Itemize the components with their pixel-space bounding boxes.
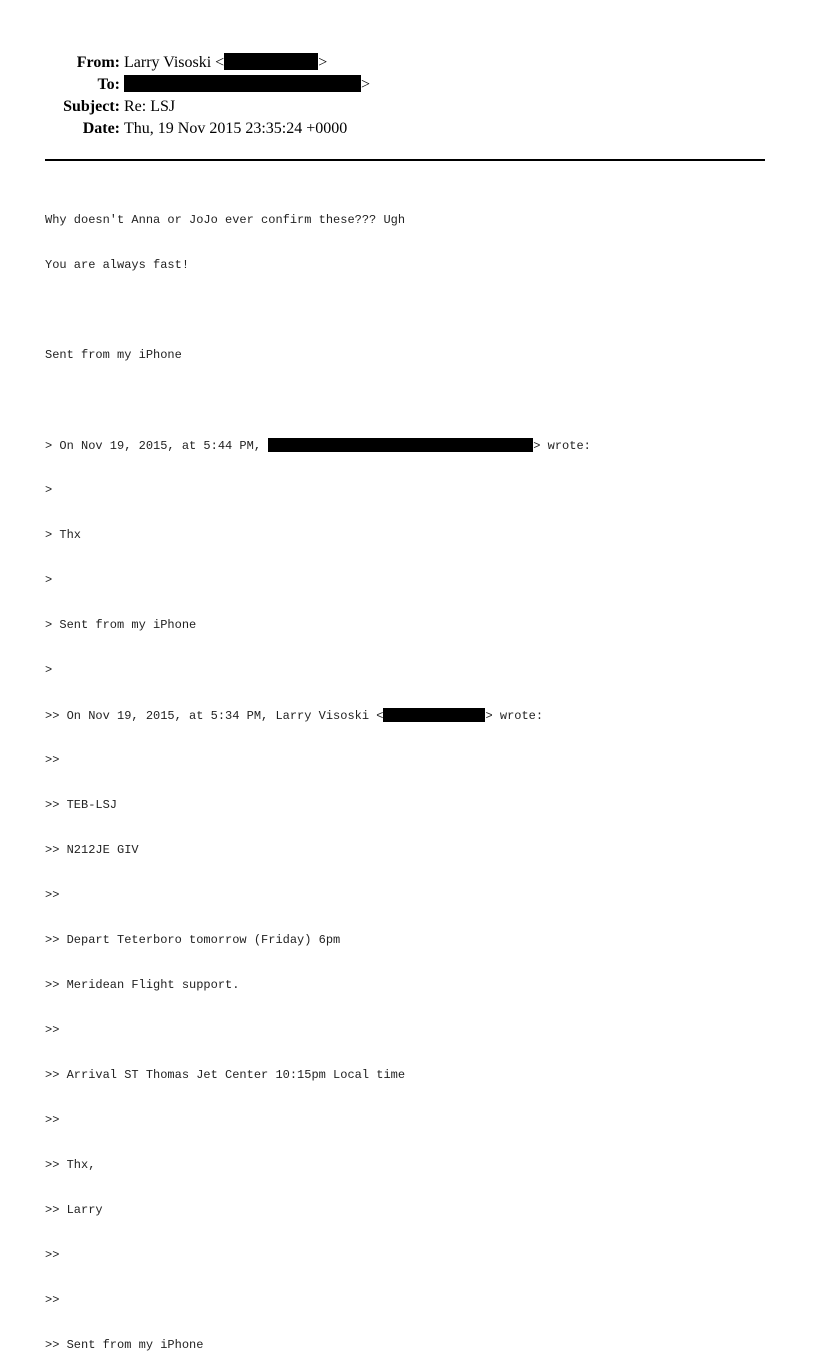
nested-quoted-attribution xyxy=(45,708,591,723)
body-line xyxy=(45,393,591,408)
body-line: Sent from my iPhone xyxy=(45,348,182,362)
from-name: Larry Visoski < xyxy=(124,54,225,71)
nested-quoted-line: >> TEB-LSJ xyxy=(45,798,118,812)
quoted-line: > xyxy=(45,663,53,677)
nested-quoted-line: >> xyxy=(45,1293,60,1307)
nested-quoted-line: >> xyxy=(45,1113,60,1127)
nested-quoted-line: >> xyxy=(45,1023,60,1037)
nested-quoted-line: >> Meridean Flight support. xyxy=(45,978,240,992)
redacted-from-email xyxy=(224,53,318,70)
redacted-larry-email xyxy=(383,708,485,722)
nested-quoted-line: >> xyxy=(45,1248,60,1262)
date-value: Thu, 19 Nov 2015 23:35:24 +0000 xyxy=(124,120,348,137)
nested-quoted-line: >> N212JE GIV xyxy=(45,843,139,857)
from-close: > xyxy=(318,54,328,71)
nested-quoted-line: >> Arrival ST Thomas Jet Center 10:15pm Local time xyxy=(45,1068,406,1082)
date-label: Date: xyxy=(82,120,120,137)
nested-attribution-suffix: > wrote: xyxy=(485,709,544,723)
to-close: > xyxy=(361,76,371,93)
nested-quoted-line: >> xyxy=(45,753,60,767)
body-line: Why doesn't Anna or JoJo ever confirm these??? Ugh xyxy=(45,213,406,227)
attribution-suffix: > wrote: xyxy=(533,439,591,453)
to-value xyxy=(124,74,370,96)
subject-label: Subject: xyxy=(63,98,120,115)
subject-value: Re: LSJ xyxy=(124,98,176,115)
quoted-line-attribution xyxy=(45,438,591,453)
quoted-line: > xyxy=(45,483,53,497)
quoted-line: > xyxy=(45,573,53,587)
quoted-line: > Sent from my iPhone xyxy=(45,618,197,632)
nested-quoted-line: >> xyxy=(45,888,60,902)
attribution-prefix: > On Nov 19, 2015, at 5:44 PM, xyxy=(45,439,269,453)
nested-quoted-line: >> Sent from my iPhone xyxy=(45,1338,204,1352)
nested-quoted-line: >> Thx, xyxy=(45,1158,96,1172)
redacted-sender xyxy=(268,438,533,452)
nested-attribution-prefix: >> On Nov 19, 2015, at 5:34 PM, Larry Visoski < xyxy=(45,709,384,723)
nested-quoted-line: >> Depart Teterboro tomorrow (Friday) 6pm xyxy=(45,933,341,947)
body-line: You are always fast! xyxy=(45,258,190,272)
redacted-to-address xyxy=(124,75,361,92)
header-divider xyxy=(45,159,765,161)
nested-quoted-line: >> Larry xyxy=(45,1203,103,1217)
from-label: From: xyxy=(76,54,120,71)
email-body xyxy=(45,183,591,1368)
to-label: To: xyxy=(97,76,120,93)
body-line xyxy=(45,303,591,318)
quoted-line: > Thx xyxy=(45,528,82,542)
from-value xyxy=(124,52,327,74)
